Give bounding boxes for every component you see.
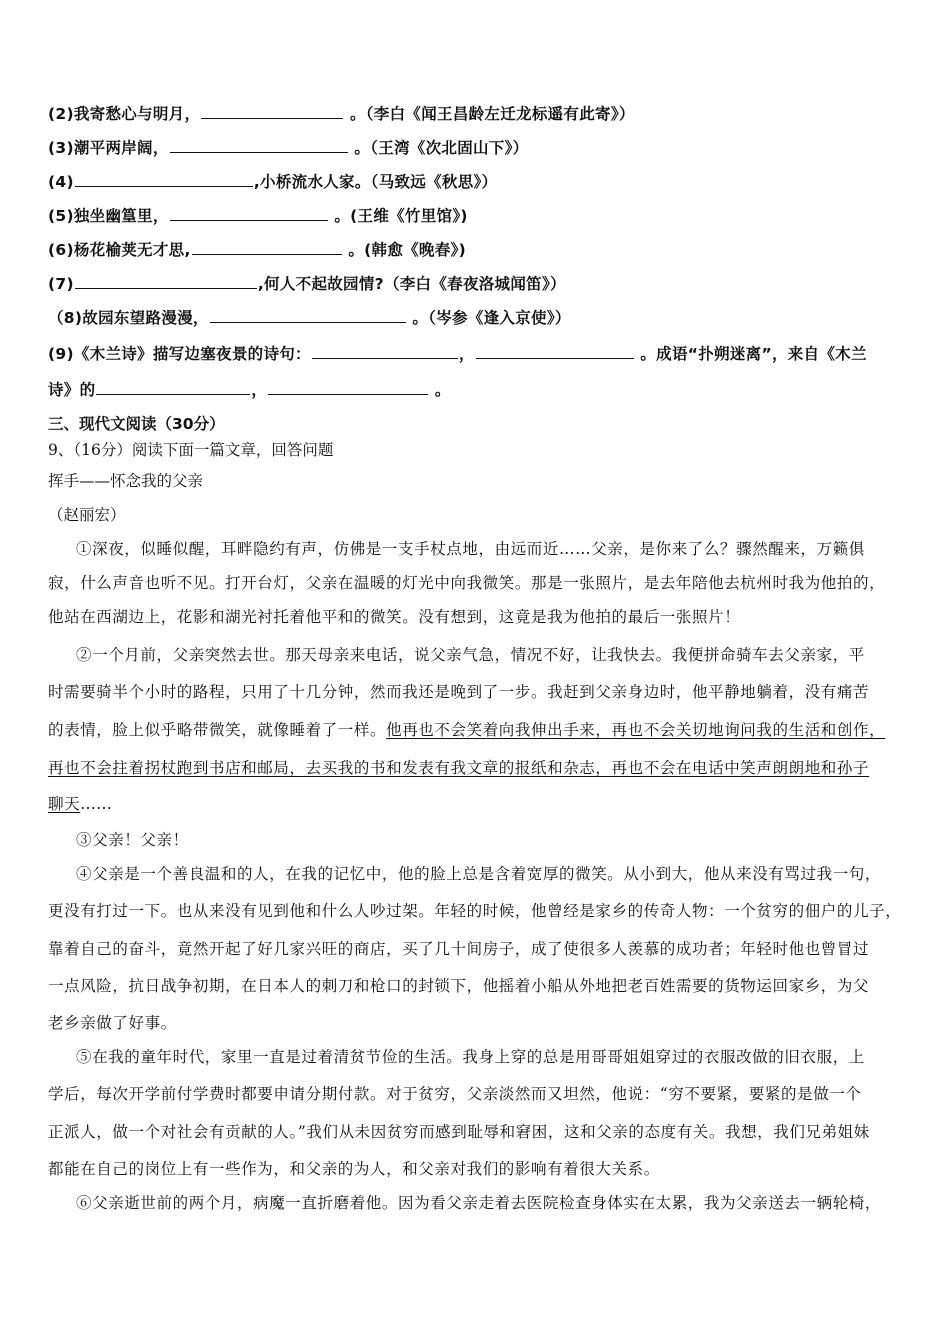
paragraph-4-line: ④父亲是一个善良温和的人，在我的记忆中，他的脸上总是含着宽厚的微笑。从小到大，他从来没有骂过我一句， bbox=[76, 865, 882, 883]
comma-separator: ， bbox=[458, 345, 475, 363]
answer-blank[interactable] bbox=[170, 138, 348, 153]
answer-blank[interactable] bbox=[268, 380, 428, 395]
underlined-passage: 再也不会拄着拐杖跑到书店和邮局，去买我的书和发表有我文章的报纸和杂志，再也不会在电话中笑声朗朗地和孙子 bbox=[48, 759, 870, 777]
question-7-text: (7) bbox=[48, 275, 74, 293]
question-3-source: 。（王湾《次北固山下》） bbox=[348, 139, 529, 157]
question-5 bbox=[48, 204, 468, 226]
paragraph-1-line: 他站在西湖边上，花影和湖光衬托着他平和的微笑。没有想到，这竟是我为他拍的最后一张照片！ bbox=[48, 608, 741, 626]
paragraph-text: 的表情，脸上似乎略带微笑，就像睡着了一样。 bbox=[48, 721, 387, 739]
question-6 bbox=[48, 238, 466, 260]
question-9-end: 。 bbox=[429, 381, 451, 399]
paragraph-5-line: 学后，每次开学前付学费时都要申请分期付款。对于贫穷，父亲淡然而又坦然，他说：“穷不要紧，要紧的是做一个 bbox=[48, 1085, 862, 1103]
paragraph-4-line: 一点风险，抗日战争初期，在日本人的刺刀和枪口的封锁下，他摇着小船从外地把老百姓需要的货物运回家乡，为父 bbox=[48, 977, 870, 995]
question-3 bbox=[48, 136, 528, 158]
question-9-text: (9)《木兰诗》描写边塞夜景的诗句： bbox=[48, 345, 311, 363]
paragraph-text: …… bbox=[80, 795, 113, 813]
paragraph-4-line: 老乡亲做了好事。 bbox=[48, 1014, 177, 1032]
answer-blank[interactable] bbox=[201, 104, 343, 119]
question-5-text: (5)独坐幽篁里， bbox=[48, 207, 169, 225]
question-2 bbox=[48, 102, 635, 124]
paragraph-1-line: ①深夜，似睡似醒，耳畔隐约有声，仿佛是一支手杖点地，由远而近……父亲，是你来了么？骤然醒来，万籁俱 bbox=[76, 540, 865, 558]
paragraph-6-line: ⑥父亲逝世前的两个月，病魔一直折磨着他。因为看父亲走着去医院检查身体实在太累，我为父亲送去一辆轮椅， bbox=[76, 1194, 882, 1212]
question-4 bbox=[48, 170, 497, 192]
question-5-source: 。(王维《竹里馆》) bbox=[328, 207, 468, 225]
paragraph-5-line: ⑤在我的童年时代，家里一直是过着清贫节俭的生活。我身上穿的总是用哥哥姐姐穿过的衣服改做的旧衣服，上 bbox=[76, 1048, 865, 1066]
paragraph-4-line: 靠着自己的奋斗，竟然开起了好几家兴旺的商店，买了几十间房子，成了使很多人羡慕的成功者；年轻时他也曾冒过 bbox=[48, 940, 870, 958]
question-8-text: （8)故园东望路漫漫， bbox=[48, 309, 209, 327]
answer-blank[interactable] bbox=[312, 344, 458, 359]
question-7 bbox=[48, 272, 566, 294]
paragraph-4-line: 更没有打过一下。也从来没有见到他和什么人吵过架。年轻的时候，他曾经是家乡的传奇人物：一个贫穷的佃户的儿子， bbox=[48, 902, 902, 920]
question-2-source: 。（李白《闻王昌龄左迁龙标遥有此寄》） bbox=[344, 105, 635, 123]
paragraph-2-line bbox=[48, 718, 885, 740]
question-7-source: ,何人不起故园情?（李白《春夜洛城闻笛》） bbox=[257, 275, 566, 293]
question-3-text: (3)潮平两岸阔， bbox=[48, 139, 169, 157]
answer-blank[interactable] bbox=[75, 274, 257, 289]
question-2-text: (2)我寄愁心与明月， bbox=[48, 105, 201, 123]
paragraph-5-line: 正派人，做一个对社会有贡献的人。”我们从未因贫穷而感到耻辱和窘困，这和父亲的态度有关。我想，我们兄弟姐妹 bbox=[48, 1123, 870, 1141]
underlined-passage: 他再也不会笑着向我伸出手来，再也不会关切地询问我的生活和创作， bbox=[386, 721, 886, 739]
answer-blank[interactable] bbox=[96, 380, 250, 395]
article-title: 挥手——怀念我的父亲 bbox=[48, 472, 204, 490]
question-4-text: (4) bbox=[48, 173, 74, 191]
question-6-text: (6)杨花榆荚无才思, bbox=[48, 241, 191, 259]
question-9-line-2 bbox=[48, 378, 451, 400]
question-6-source: 。(韩愈《晚春》) bbox=[342, 241, 466, 259]
article-author: （赵丽宏） bbox=[48, 506, 126, 524]
section-heading: 三、现代文阅读（30分） bbox=[48, 415, 225, 433]
answer-blank[interactable] bbox=[170, 206, 328, 221]
answer-blank[interactable] bbox=[75, 172, 253, 187]
underlined-passage: 聊天 bbox=[48, 795, 81, 813]
paragraph-5-line: 都能在自己的岗位上有一些作为，和父亲的为人，和父亲对我们的影响有着很大关系。 bbox=[48, 1160, 660, 1178]
question-9-text-line-2: 诗》的 bbox=[48, 381, 96, 399]
question-8 bbox=[48, 306, 571, 328]
comma-separator: ， bbox=[251, 381, 268, 399]
question-9-line-1 bbox=[48, 342, 867, 364]
paragraph-3: ③父亲！父亲！ bbox=[76, 831, 189, 849]
answer-blank[interactable] bbox=[192, 240, 342, 255]
paragraph-1-line: 寂，什么声音也听不见。打开台灯，父亲在温暖的灯光中向我微笑。那是一张照片，是去年陪他去杭州时我为他拍的， bbox=[48, 574, 886, 592]
question-9-continued: 。成语“扑朔迷离”，来自《木兰 bbox=[634, 345, 867, 363]
reading-question: 9、（16分）阅读下面一篇文章，回答问题 bbox=[48, 441, 334, 459]
question-8-source: 。（岑参《逢入京使》） bbox=[406, 309, 571, 327]
paragraph-2-line bbox=[48, 792, 112, 814]
paragraph-2-line: 时需要骑半个小时的路程，只用了十几分钟，然而我还是晚到了一步。我赶到父亲身边时，他平静地躺着，没有痛苦 bbox=[48, 683, 870, 701]
paragraph-2-line: ②一个月前，父亲突然去世。那天母亲来电话，说父亲气急，情况不好，让我快去。我便拼命骑车去父亲家，平 bbox=[76, 646, 865, 664]
answer-blank[interactable] bbox=[476, 344, 634, 359]
question-4-source: ,小桥流水人家。（马致远《秋思》） bbox=[253, 173, 498, 191]
answer-blank[interactable] bbox=[210, 308, 406, 323]
